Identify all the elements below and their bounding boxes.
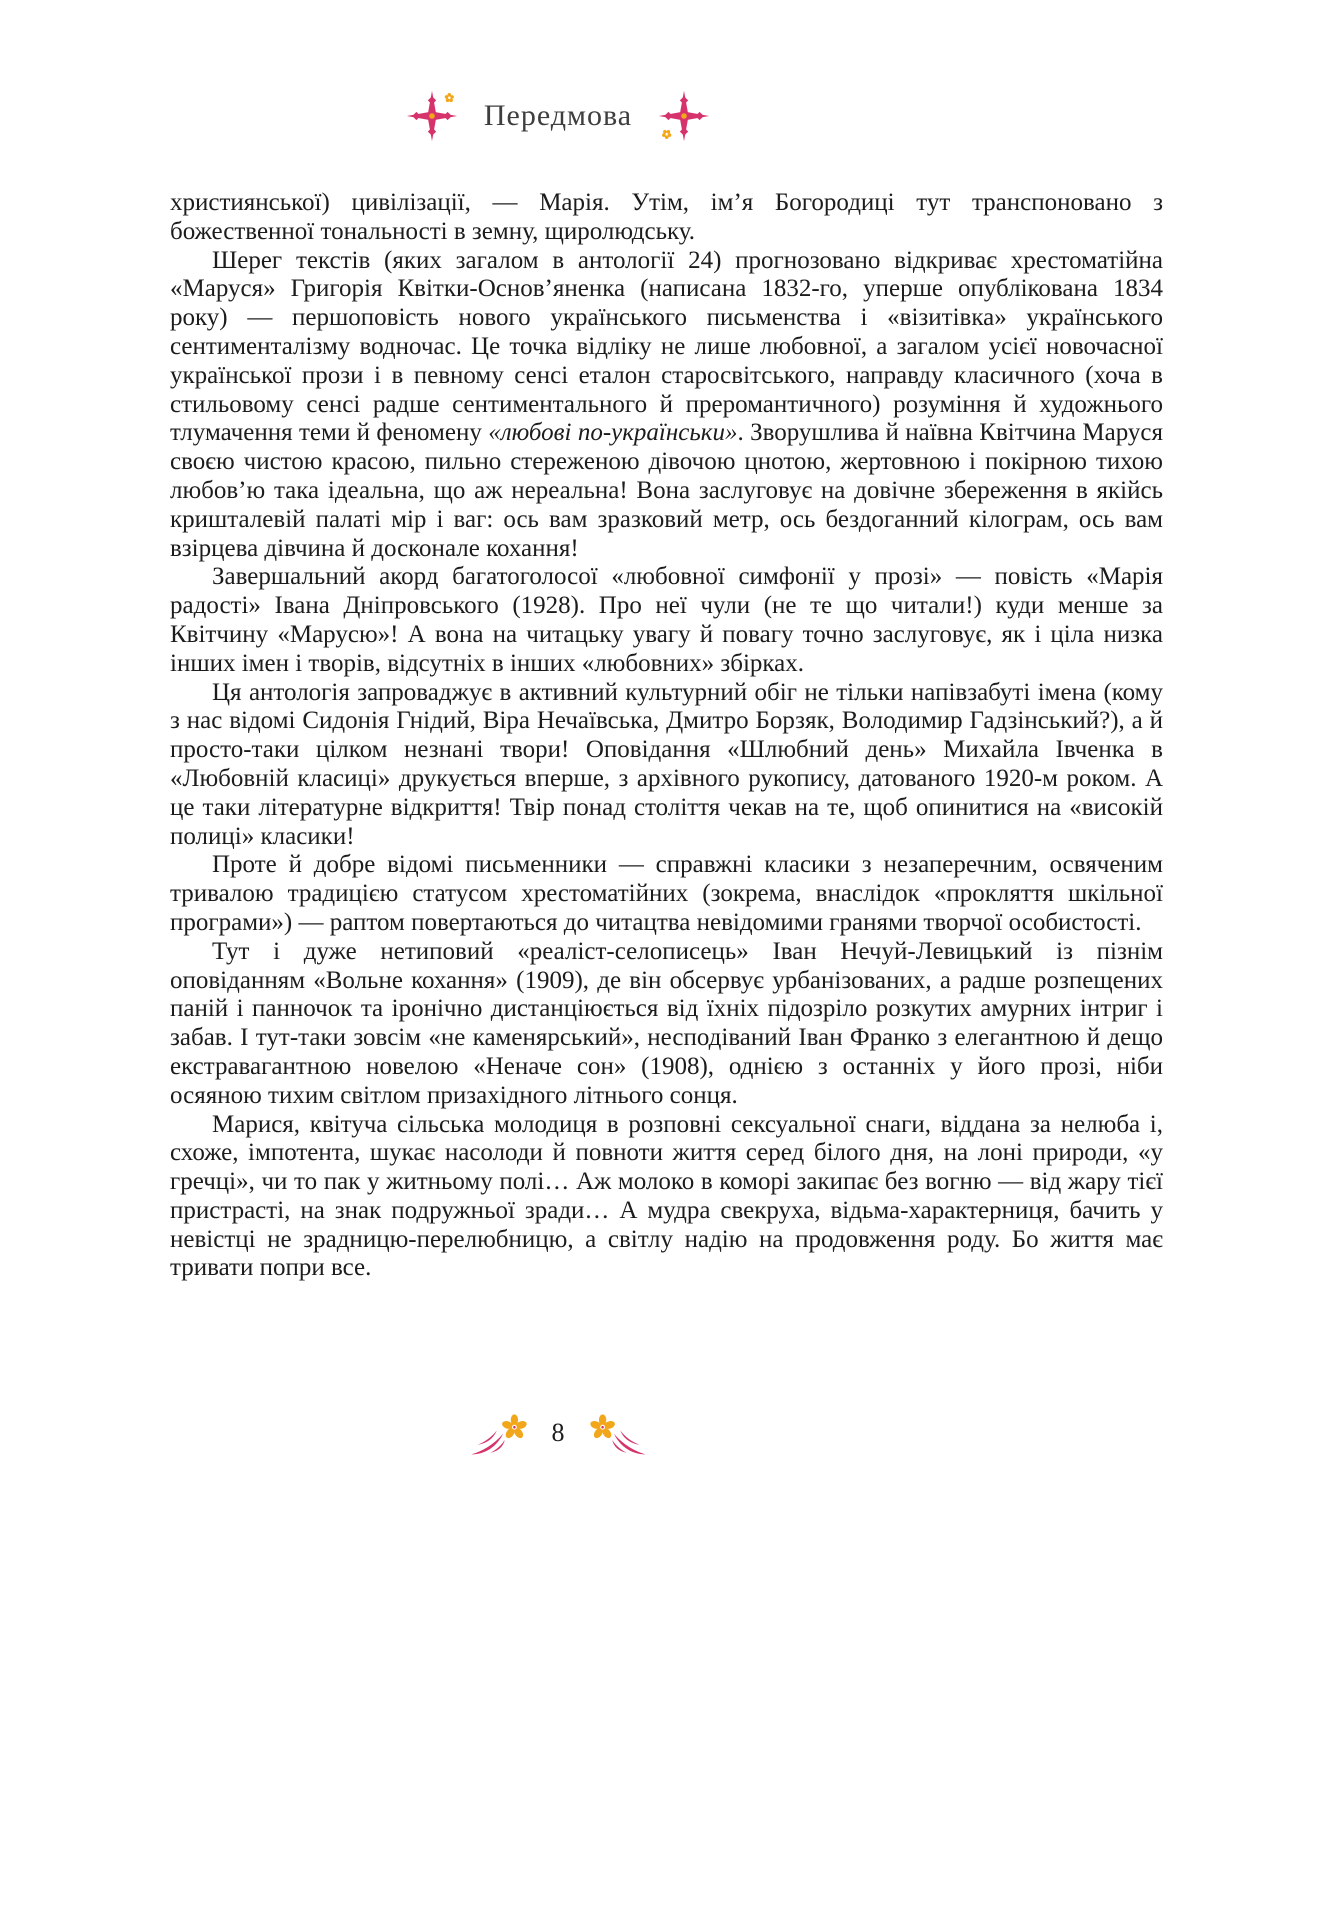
italic-text-segment: «любові по-українськи» — [488, 419, 738, 447]
embroidery-star-icon — [406, 90, 458, 142]
paragraph — [170, 938, 1163, 1111]
page-footer — [0, 1414, 1116, 1458]
text-segment: Тут і дуже нетиповий «реаліст-селописець» Іван Нечуй-Левицький із пізнім оповіданням «Вольне кохання» (1909), де він обсервує урбанізованих, а радше розпещених паній і панночок та іронічно дистанціюється від їхніх підозріло розкутих амурних інтриг і забав. І тут-таки зовсім «не каменярський», несподіваний Іван Франко з елегантною й дещо екстравагантною новелою «Неначе сон» (1908), однією з останніх у його прозі, ніби осяяною тихим світлом призахідного літнього сонця. — [170, 937, 1163, 1109]
text-segment: Проте й добре відомі письменники — справжні класики з незаперечним, освяченим тривалою традицією статусом хрестоматійних (зокрема, внаслідок «прокляття шкільної програми») — раптом повертаються до читацтва невідомими гранями творчої особистості. — [170, 851, 1163, 936]
flower-branch-icon-left — [468, 1414, 532, 1458]
text-segment: християнської) цивілізації, — Марія. Утім, ім’я Богородиці тут транспоновано з божественної тональності в земну, щиролюдську. — [170, 189, 1163, 245]
body-text — [170, 189, 1163, 1283]
text-segment: Ця антологія запроваджує в активний культурний обіг не тільки напівзабуті імена (кому з нас відомі Сидонія Гнідий, Віра Нечаївська, Дмитро Борзяк, Володимир Гадзінський?), а й просто-таки цілком незнані твори! Оповідання «Шлюбний день» Михайла Івченка в «Любовній класиці» друкується вперше, з архівного рукопису, датованого 1920-м роком. А це таки літературне відкриття! Твір понад століття чекав на те, щоб опинитися на «високій полиці» класики! — [170, 678, 1163, 850]
paragraph — [170, 247, 1163, 564]
paragraph — [170, 679, 1163, 852]
text-segment: Шерег текстів (яких загалом в антології 24) прогнозовано відкриває хрестоматійна «Маруся» Григорія Квітки-Основ’яненка (написана 1832-го, уперше опублікована 1834 року) — першоповість нового українського письменства і «візитівка» українського сентименталізму водночас. Це точка відліку не лише любовної, а загалом усієї новочасної української прози і в певному сенсі еталон старосвітського, направду класичного (хоча в стильовому сенсі радше сентиментального й преромантичного) розуміння й художнього тлумачення теми й феномену — [170, 246, 1163, 447]
embroidery-star-icon-right — [658, 90, 710, 142]
paragraph — [170, 189, 1163, 247]
page-number: 8 — [551, 1418, 565, 1447]
text-segment: Завершальний акорд багатоголосої «любовної симфонії у прозі» — повість «Марія радості» Івана Дніпровського (1928). Про неї чули (не те що читали!) куди менше за Квітчину «Марусю»! А вона на читацьку увагу й повагу точно заслуговує, як і ціла низка інших імен і творів, відсутніх в інших «любовних» збірках. — [170, 563, 1163, 677]
chapter-title: Передмова — [483, 99, 633, 132]
text-segment: . Зворушлива й наївна Квітчина Маруся своєю чистою красою, пильно стереженою дівочою цнотою, жертовною і покірною тихою любов’ю така ідеальна, що аж нереальна! Вона заслуговує на довічне збереження в якійсь кришталевій палаті мір і ваг: ось вам зразковий метр, ось бездоганний кілограм, ось вам взірцева дівчина й досконале кохання! — [170, 419, 1164, 562]
paragraph — [170, 851, 1163, 937]
text-segment: Марися, квітуча сільська молодиця в розповні сексуальної снаги, віддана за нелюба і, схоже, імпотента, шукає насолоди й повноти життя серед білого дня, на лоні природи, «у гречці», чи то пак у житньому полі… Аж молоко в коморі закипає без вогню — від жару тієї пристрасті, на знак подружньої зради… А мудра свекруха, відьма-характерниця, бачить у невістці не зрадницю-перелюбницю, а світлу надію на продовження роду. Бо життя має тривати попри все. — [170, 1110, 1163, 1282]
paragraph — [170, 563, 1163, 678]
paragraph — [170, 1111, 1163, 1284]
chapter-header — [0, 90, 1116, 142]
flower-branch-icon-right — [585, 1414, 649, 1458]
